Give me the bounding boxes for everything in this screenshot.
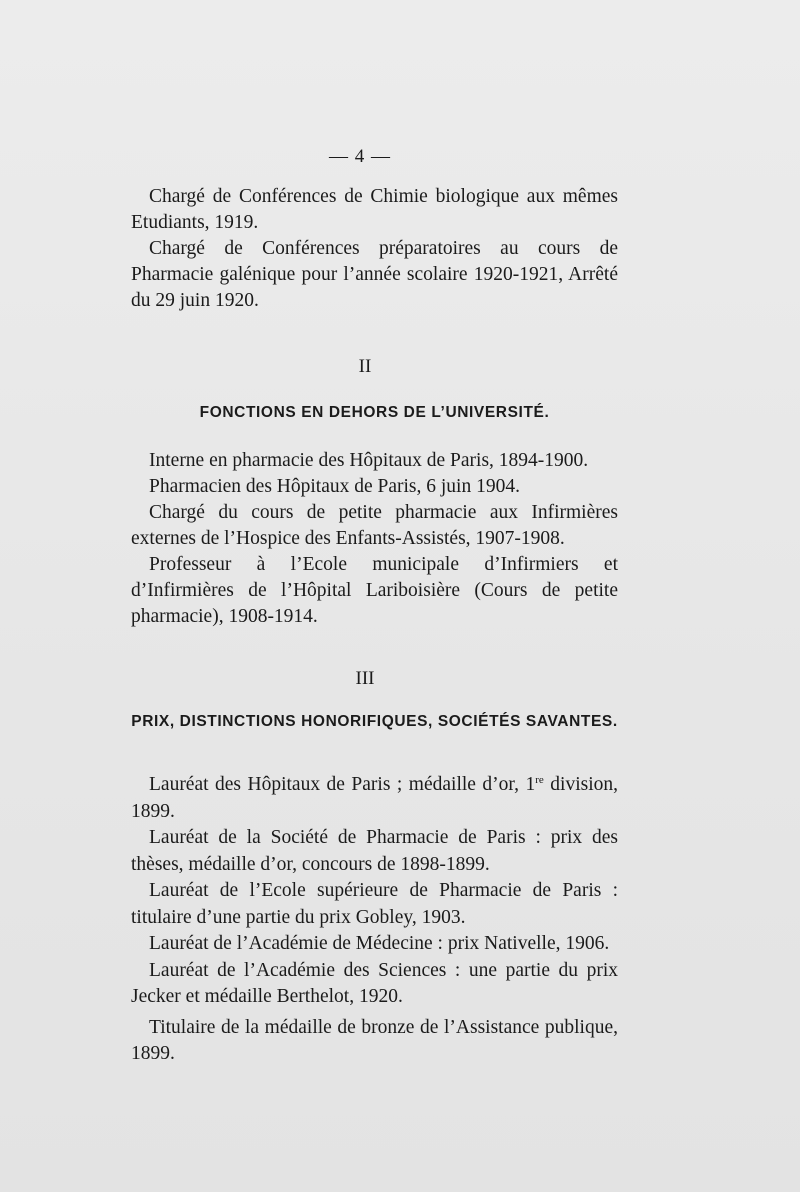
paragraph: Professeur à l’Ecole municipale d’Infirmiers et d’Infirmières de l’Hôpital Lariboisière (Cours de petite pharmacie), 1908-1914.	[131, 554, 618, 627]
page-number: — 4 —	[329, 146, 391, 167]
section-2-paragraphs	[131, 448, 618, 630]
section-heading-3: PRIX, DISTINCTIONS HONORIFIQUES, SOCIÉTÉS SAVANTES.	[131, 713, 618, 730]
paragraph: Lauréat de l’Ecole supérieure de Pharmacie de Paris : titulaire d’une partie du prix Gobley, 1903.	[131, 880, 618, 928]
final-paragraph	[131, 1015, 618, 1067]
paragraph-text: Lauréat des Hôpitaux de Paris ; médaille d’or, 1	[149, 774, 536, 795]
paragraph: Interne en pharmacie des Hôpitaux de Paris, 1894-1900.	[149, 450, 589, 471]
paragraph: Pharmacien des Hôpitaux de Paris, 6 juin 1904.	[149, 476, 520, 497]
paragraph: Chargé de Conférences préparatoires au cours de Pharmacie galénique pour l’année scolaire 1920-1921, Arrêté du 29 juin 1920.	[131, 238, 618, 311]
section-3-paragraphs	[131, 772, 618, 1011]
section-numeral-2: II	[358, 356, 372, 377]
section-heading-2: FONCTIONS EN DEHORS DE L’UNIVERSITÉ.	[199, 404, 550, 421]
paragraph-text: division, 1899.	[131, 774, 618, 822]
paragraph: Chargé de Conférences de Chimie biologique aux mêmes Etudiants, 1919.	[131, 186, 618, 233]
paragraph: Lauréat de l’Académie des Sciences : une partie du prix Jecker et médaille Berthelot, 1920.	[131, 959, 618, 1007]
paragraph: Lauréat de la Société de Pharmacie de Paris : prix des thèses, médaille d’or, concours de 1898-1899.	[131, 827, 618, 875]
paragraph: Lauréat de l’Académie de Médecine : prix Nativelle, 1906.	[149, 933, 610, 954]
section-numeral-3: III	[355, 668, 375, 689]
paragraph	[131, 772, 618, 825]
paragraph: Titulaire de la médaille de bronze de l’Assistance publique, 1899.	[131, 1017, 618, 1064]
intro-paragraphs	[131, 184, 618, 314]
paragraph: Chargé du cours de petite pharmacie aux Infirmières externes de l’Hospice des Enfants-Assistés, 1907-1908.	[131, 502, 618, 549]
ordinal-superscript: re	[535, 774, 544, 786]
